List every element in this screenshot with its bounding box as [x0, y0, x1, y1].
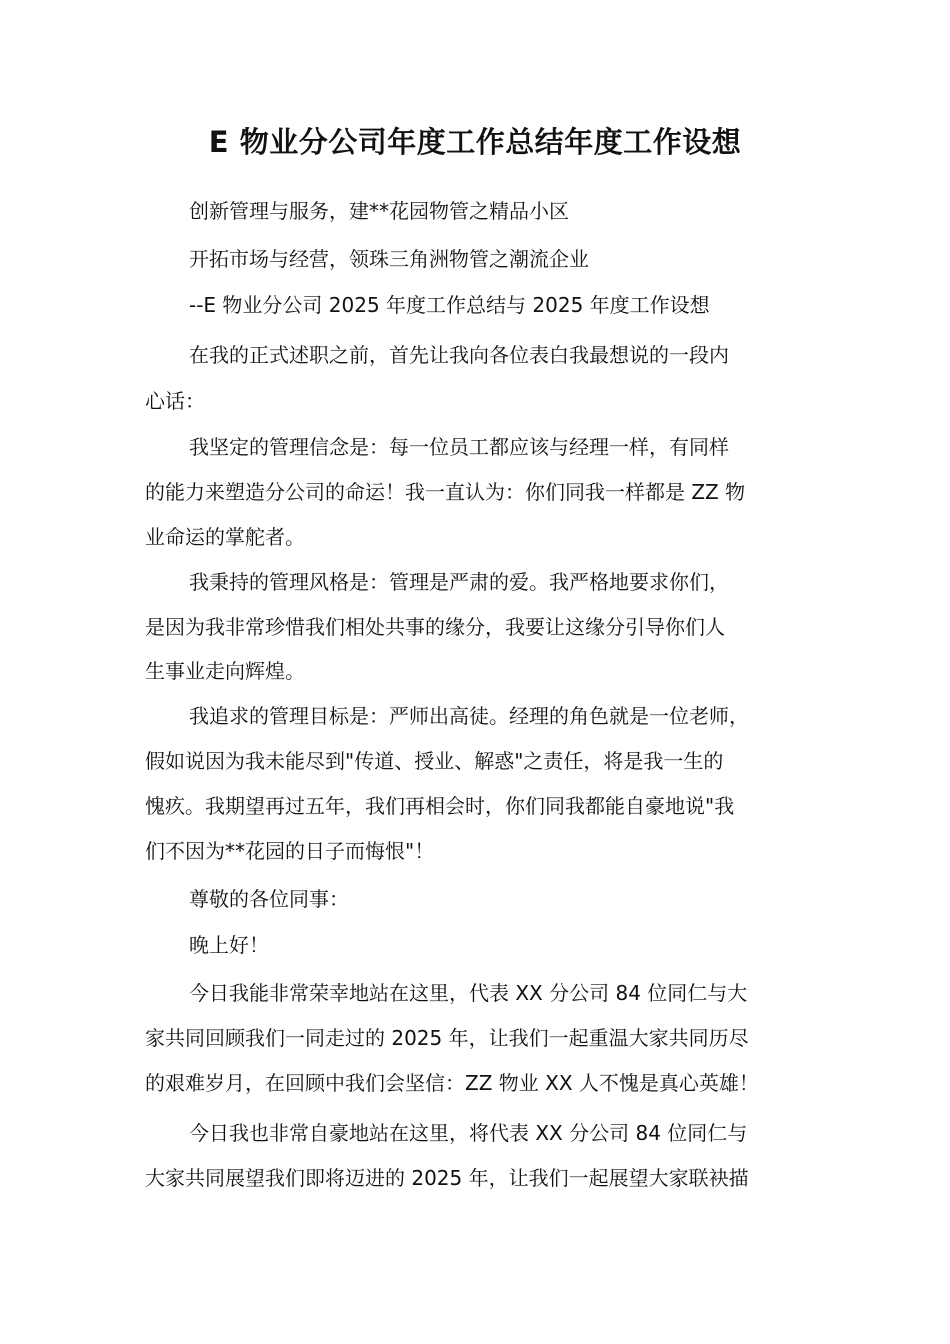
paragraph-line: 生事业走向辉煌。 [145, 659, 305, 683]
paragraph-line: 愧疚。我期望再过五年，我们再相会时，你们同我都能自豪地说"我 [145, 794, 735, 818]
paragraph-line: 家共同回顾我们一同走过的 2025 年，让我们一起重温大家共同历尽 [145, 1026, 749, 1050]
paragraph-line: 假如说因为我未能尽到"传道、授业、解惑"之责任，将是我一生的 [145, 749, 724, 773]
paragraph-line: 我追求的管理目标是：严师出高徒。经理的角色就是一位老师， [189, 704, 749, 728]
paragraph-line: 的能力来塑造分公司的命运！我一直认为：你们同我一样都是 ZZ 物 [145, 480, 746, 504]
paragraph-line: 是因为我非常珍惜我们相处共事的缘分，我要让这缘分引导你们人 [145, 615, 725, 639]
subtitle-line: --E 物业分公司 2025 年度工作总结与 2025 年度工作设想 [189, 293, 710, 317]
slogan-line: 创新管理与服务，建**花园物管之精品小区 [189, 199, 569, 223]
paragraph-line: 心话： [145, 389, 205, 413]
paragraph-line: 业命运的掌舵者。 [145, 525, 305, 549]
paragraph-line: 们不因为**花园的日子而悔恨"！ [145, 839, 435, 863]
paragraph-line: 我秉持的管理风格是：管理是严肃的爱。我严格地要求你们， [189, 570, 729, 594]
paragraph-line: 大家共同展望我们即将迈进的 2025 年，让我们一起展望大家联袂描 [145, 1166, 749, 1190]
paragraph-line: 今日我能非常荣幸地站在这里，代表 XX 分公司 84 位同仁与大 [189, 981, 748, 1005]
paragraph-line: 我坚定的管理信念是：每一位员工都应该与经理一样，有同样 [189, 435, 729, 459]
paragraph-line: 今日我也非常自豪地站在这里，将代表 XX 分公司 84 位同仁与 [189, 1121, 748, 1145]
greeting-line: 晚上好！ [189, 933, 269, 957]
document-title: E 物业分公司年度工作总结年度工作设想 [208, 125, 742, 159]
greeting-line: 尊敬的各位同事： [189, 887, 349, 911]
paragraph-line: 的艰难岁月，在回顾中我们会坚信：ZZ 物业 XX 人不愧是真心英雄！ [145, 1071, 759, 1095]
paragraph-line: 在我的正式述职之前，首先让我向各位表白我最想说的一段内 [189, 343, 729, 367]
slogan-line: 开拓市场与经营，领珠三角洲物管之潮流企业 [189, 247, 589, 271]
